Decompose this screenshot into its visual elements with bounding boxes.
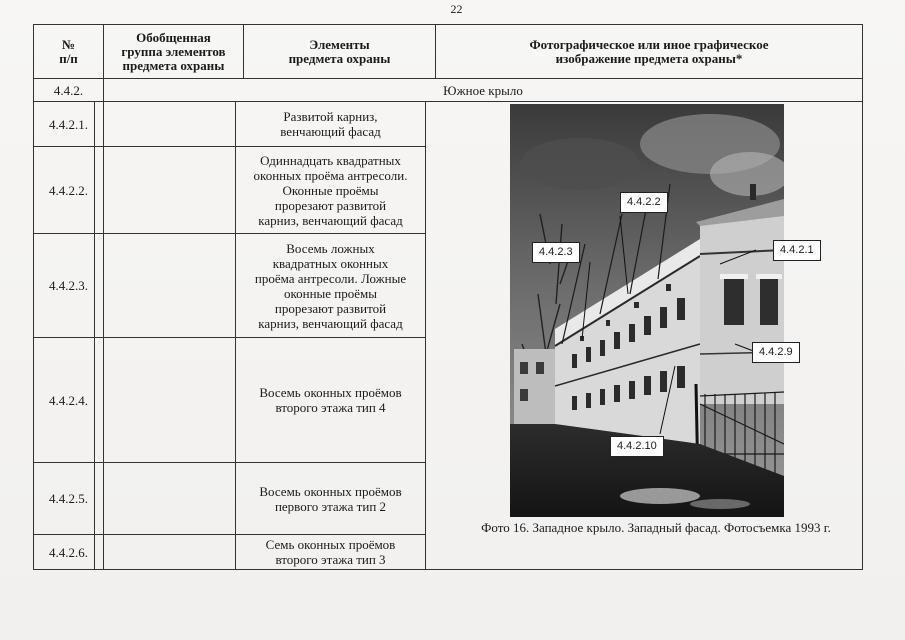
row-group [94,337,236,463]
header-num: № п/п [33,24,104,79]
header-photo: Фотографическое или иное графическое изображение предмета охраны* [435,24,863,79]
section-title: Южное крыло [103,78,863,102]
row-element-text: Развитой карниз, венчающий фасад [235,101,426,147]
photo-label: 4.4.2.3 [532,242,580,263]
row-num: 4.4.2.2. [33,146,104,234]
header-group: Обобщенная группа элементов предмета охраны [103,24,244,79]
row-element-text: Восемь ложных квадратных оконных проёма антресоли. Ложные оконные проёмы прорезают развитой карниз, венчающий фасад [235,233,426,338]
row-group [94,534,236,570]
photo-label: 4.4.2.2 [620,192,668,213]
row-group [94,146,236,234]
row-num: 4.4.2.6. [33,534,104,570]
row-num: 4.4.2.4. [33,337,104,463]
row-group [94,101,236,147]
photo-label: 4.4.2.1 [773,240,821,261]
row-num: 4.4.2.1. [33,101,104,147]
page-number: 22 [450,2,463,16]
row-element-text: Одиннадцать квадратных оконных проёма антресоли. Оконные проёмы прорезают развитой карниз, венчающий фасад [235,146,426,234]
photo-caption: Фото 16. Западное крыло. Западный фасад. Фотосъемка 1993 г. [481,520,831,535]
row-element-text: Семь оконных проёмов второго этажа тип 3 [235,534,426,570]
row-num: 4.4.2.5. [33,462,104,535]
section-num: 4.4.2. [33,78,104,102]
photo-label: 4.4.2.9 [752,342,800,363]
photo-label: 4.4.2.10 [610,436,664,457]
row-element-text: Восемь оконных проёмов первого этажа тип 2 [235,462,426,535]
header-elements: Элементы предмета охраны [243,24,436,79]
row-element-text: Восемь оконных проёмов второго этажа тип 4 [235,337,426,463]
row-group [94,233,236,338]
row-group [94,462,236,535]
row-num: 4.4.2.3. [33,233,104,338]
building-photo [510,104,814,517]
